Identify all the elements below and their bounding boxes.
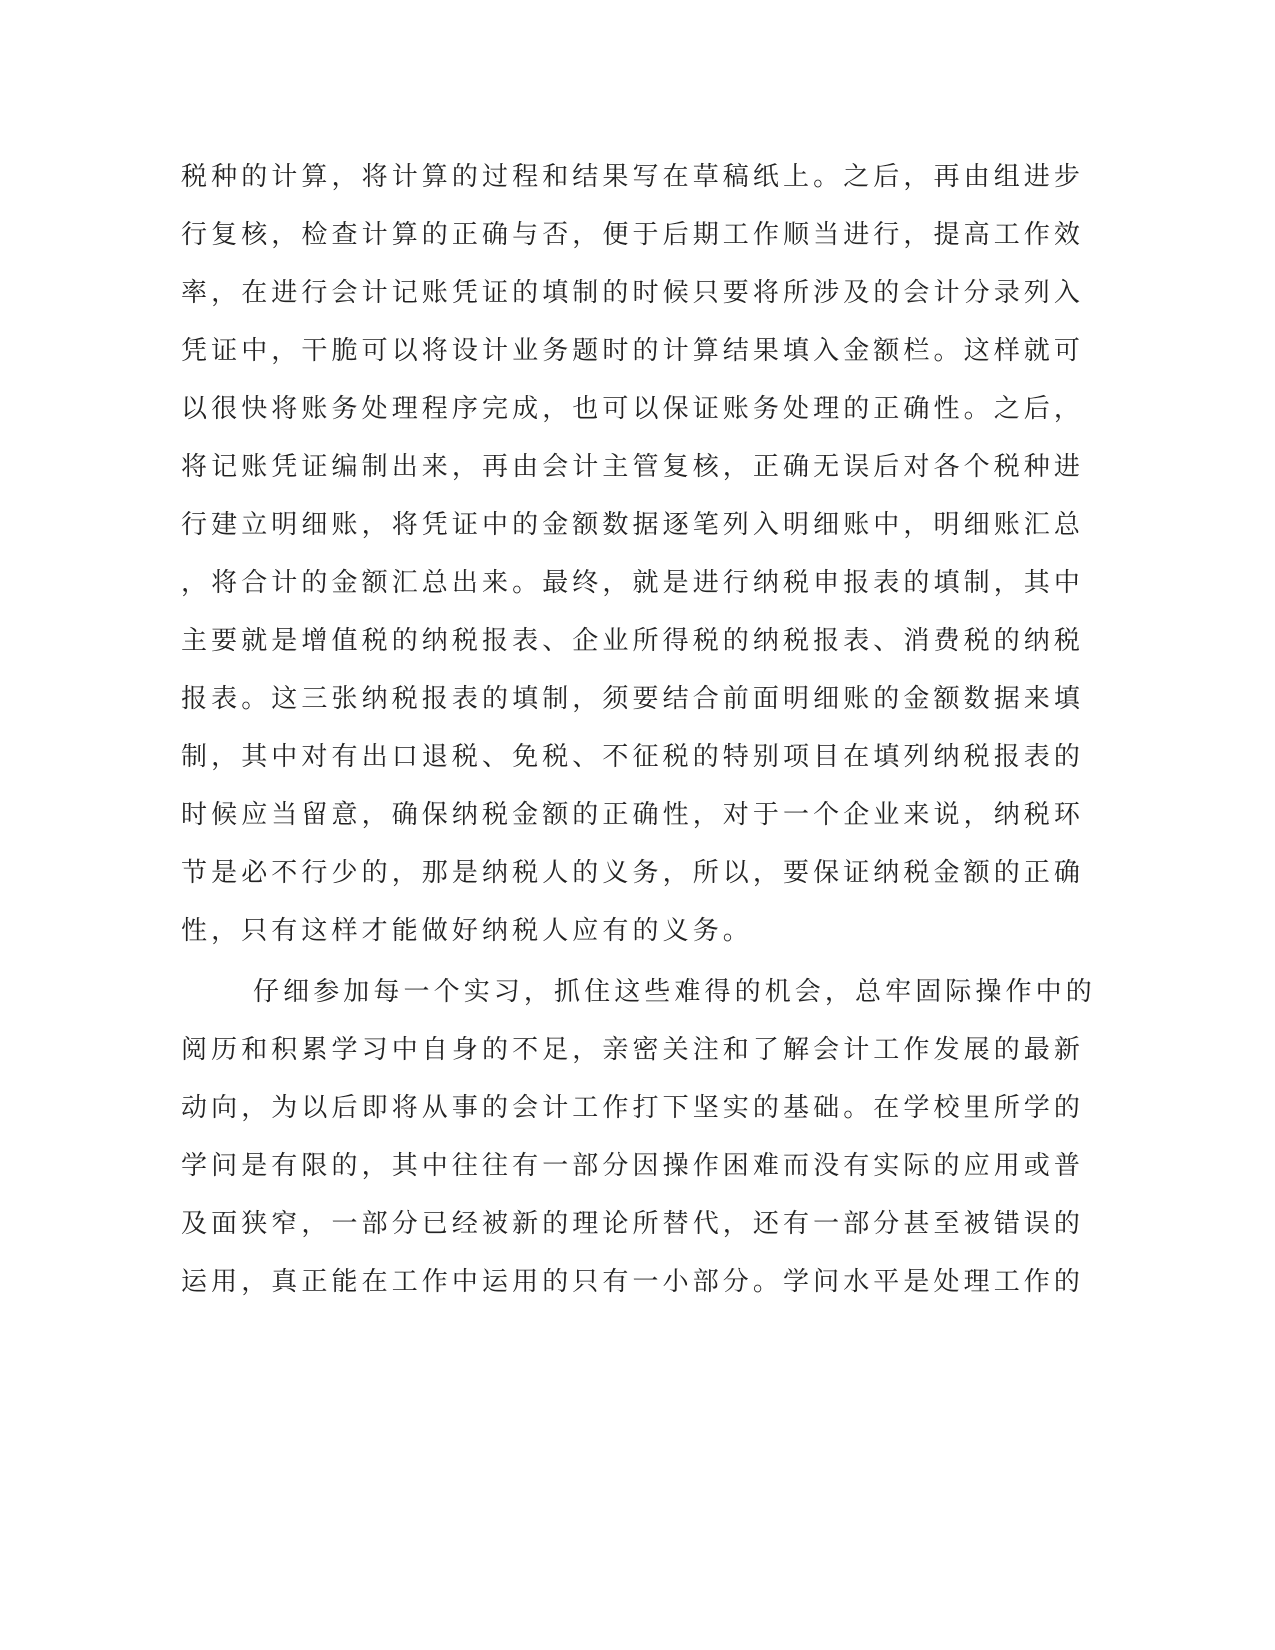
paragraph-1-line: ，将合计的金额汇总出来。最终，就是进行纳税申报表的填制，其中 bbox=[181, 568, 1085, 598]
paragraph-2-line: 动向，为以后即将从事的会计工作打下坚实的基础。在学校里所学的 bbox=[181, 1093, 1085, 1123]
paragraph-1-line: 率，在进行会计记账凭证的填制的时候只要将所涉及的会计分录列入 bbox=[181, 278, 1085, 308]
paragraph-1-line: 行建立明细账，将凭证中的金额数据逐笔列入明细账中，明细账汇总 bbox=[181, 510, 1085, 540]
paragraph-1-line: 以很快将账务处理程序完成，也可以保证账务处理的正确性。之后， bbox=[181, 394, 1085, 424]
paragraph-1-line: 节是必不行少的，那是纳税人的义务，所以，要保证纳税金额的正确 bbox=[181, 858, 1085, 888]
paragraph-1-line: 性，只有这样才能做好纳税人应有的义务。 bbox=[181, 916, 753, 946]
paragraph-2-line: 阅历和积累学习中自身的不足，亲密关注和了解会计工作发展的最新 bbox=[181, 1035, 1085, 1065]
paragraph-1-line: 将记账凭证编制出来，再由会计主管复核，正确无误后对各个税种进 bbox=[181, 452, 1085, 482]
paragraph-2-line: 学问是有限的，其中往往有一部分因操作困难而没有实际的应用或普 bbox=[181, 1151, 1085, 1181]
paragraph-2-line: 仔细参加每一个实习，抓住这些难得的机会，总牢固际操作中的 bbox=[253, 977, 1096, 1007]
paragraph-1-line: 报表。这三张纳税报表的填制，须要结合前面明细账的金额数据来填 bbox=[181, 684, 1085, 714]
paragraph-1-line: 主要就是增值税的纳税报表、企业所得税的纳税报表、消费税的纳税 bbox=[181, 626, 1085, 656]
paragraph-2-line: 及面狭窄，一部分已经被新的理论所替代，还有一部分甚至被错误的 bbox=[181, 1209, 1085, 1239]
paragraph-2-line: 运用，真正能在工作中运用的只有一小部分。学问水平是处理工作的 bbox=[181, 1267, 1085, 1297]
paragraph-1-line: 时候应当留意，确保纳税金额的正确性，对于一个企业来说，纳税环 bbox=[181, 800, 1085, 830]
paragraph-1-line: 制，其中对有出口退税、免税、不征税的特别项目在填列纳税报表的 bbox=[181, 742, 1085, 772]
paragraph-1-line: 凭证中，干脆可以将设计业务题时的计算结果填入金额栏。这样就可 bbox=[181, 336, 1085, 366]
paragraph-1-line: 行复核，检查计算的正确与否，便于后期工作顺当进行，提高工作效 bbox=[181, 220, 1085, 250]
paragraph-1-line: 税种的计算，将计算的过程和结果写在草稿纸上。之后，再由组进步 bbox=[181, 162, 1085, 192]
